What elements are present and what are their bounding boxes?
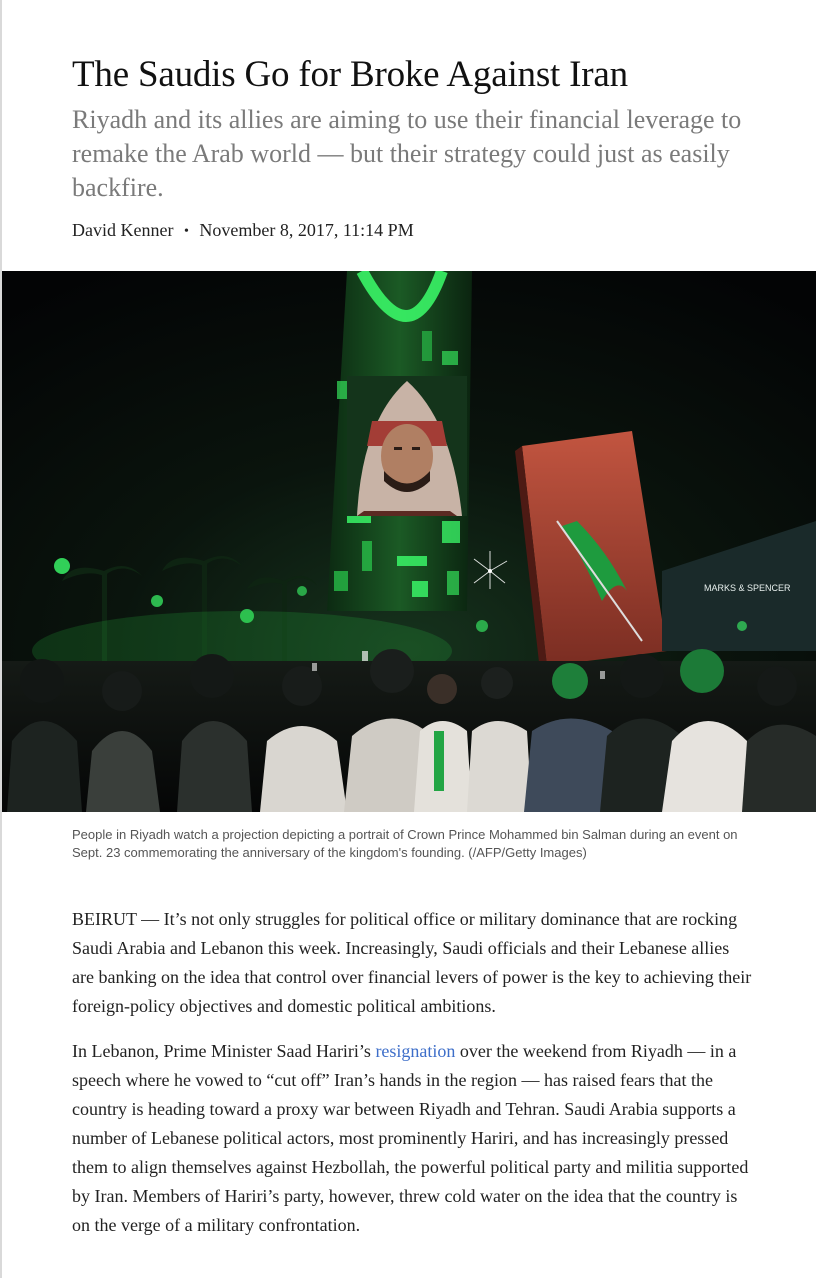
byline-separator: •	[183, 224, 189, 239]
projected-portrait	[347, 376, 467, 516]
photo-caption: People in Riyadh watch a projection depicting a portrait of Crown Prince Mohammed bin Salman during an event on Sept. 23 commemorating the anniversary of the kingdom's founding. (/AFP/Getty Images)	[72, 827, 738, 860]
paragraph-2-lead: In Lebanon, Prime Minister Saad Hariri’s	[72, 1041, 376, 1061]
article-dek: Riyadh and its allies are aiming to use their financial leverage to remake the Arab world — but their strategy could just as easily backfire.	[72, 105, 742, 202]
article-body	[72, 905, 752, 1256]
article-header	[72, 52, 772, 245]
hero-photo	[2, 271, 816, 812]
resignation-link[interactable]: resignation	[375, 1041, 456, 1061]
store-sign: MARKS & SPENCER	[704, 583, 791, 593]
article-headline: The Saudis Go for Broke Against Iran	[72, 54, 628, 95]
crowd-silhouettes	[2, 649, 816, 812]
publish-date: November 8, 2017, 11:14 PM	[199, 220, 414, 240]
paragraph-2-rest: over the weekend from Riyadh — in a speech where he vowed to “cut off” Iran’s hands in the region — has raised fears that the country is heading toward a proxy war between Riyadh and Tehran. Saudi Arabia supports a number of Lebanese political actors, most prominently Hariri, and has increasingly pressed them to align themselves against Hezbollah, the powerful political party and militia supported by Iran. Members of Hariri’s party, however, threw cold water on the idea that the country is on the verge of a military confrontation.	[72, 1041, 749, 1235]
byline	[72, 217, 772, 245]
author-name[interactable]: David Kenner	[72, 220, 174, 240]
photo-illustration	[2, 271, 816, 812]
paragraph-1: BEIRUT — It’s not only struggles for political office or military dominance that are rocking Saudi Arabia and Lebanon this week. Increasingly, Saudi officials and their Lebanese allies are banking on the idea that control over financial levers of power is the key to achieving their foreign-policy objectives and domestic political ambitions.	[72, 909, 752, 1016]
paragraph-2	[72, 1037, 752, 1240]
